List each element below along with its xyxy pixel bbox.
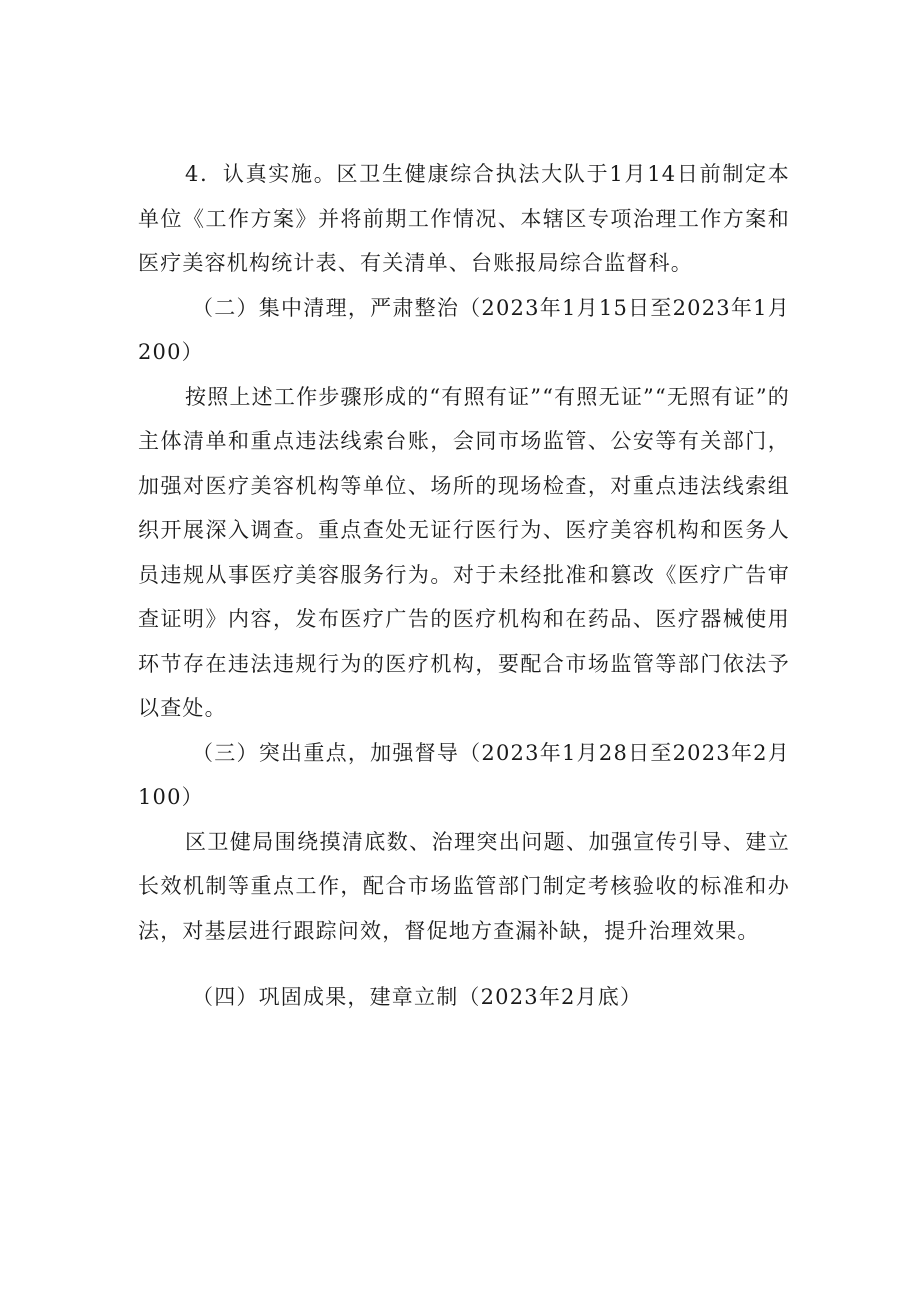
section-heading-2: （二）集中清理，严肃整治（2023年1月15日至2023年1月200） [138,295,790,364]
paragraph-step-4: 4．认真实施。区卫生健康综合执法大队于1月14日前制定本单位《工作方案》并将前期工作情况、本辖区专项治理工作方案和医疗美容机构统计表、有关清单、台账报局综合监督科。 [138,162,790,275]
section-heading-4: （四）巩固成果，建章立制（2023年2月底） [192,985,643,1009]
paragraph-section-3: 区卫健局围绕摸清底数、治理突出问题、加强宣传引导、建立长效机制等重点工作，配合市场监管部门制定考核验收的标准和办法，对基层进行跟踪问效，督促地方查漏补缺，提升治理效果。 [138,829,790,943]
document-page [138,152,790,1020]
paragraph-section-2: 按照上述工作步骤形成的“有照有证”“有照无证”“无照有证”的主体清单和重点违法线索台账，会同市场监管、公安等有关部门，加强对医疗美容机构等单位、场所的现场检查，对重点违法线索组织开展深入调查。重点查处无证行医行为、医疗美容机构和医务人员违规从事医疗美容服务行为。对于未经批准和篡改《医疗广告审查证明》内容，发布医疗广告的医疗机构和在药品、医疗器械使用环节存在违法违规行为的医疗机构，要配合市场监管等部门依法予以查处。 [138,384,790,720]
section-heading-3: （三）突出重点，加强督导（2023年1月28日至2023年2月100） [138,740,790,809]
